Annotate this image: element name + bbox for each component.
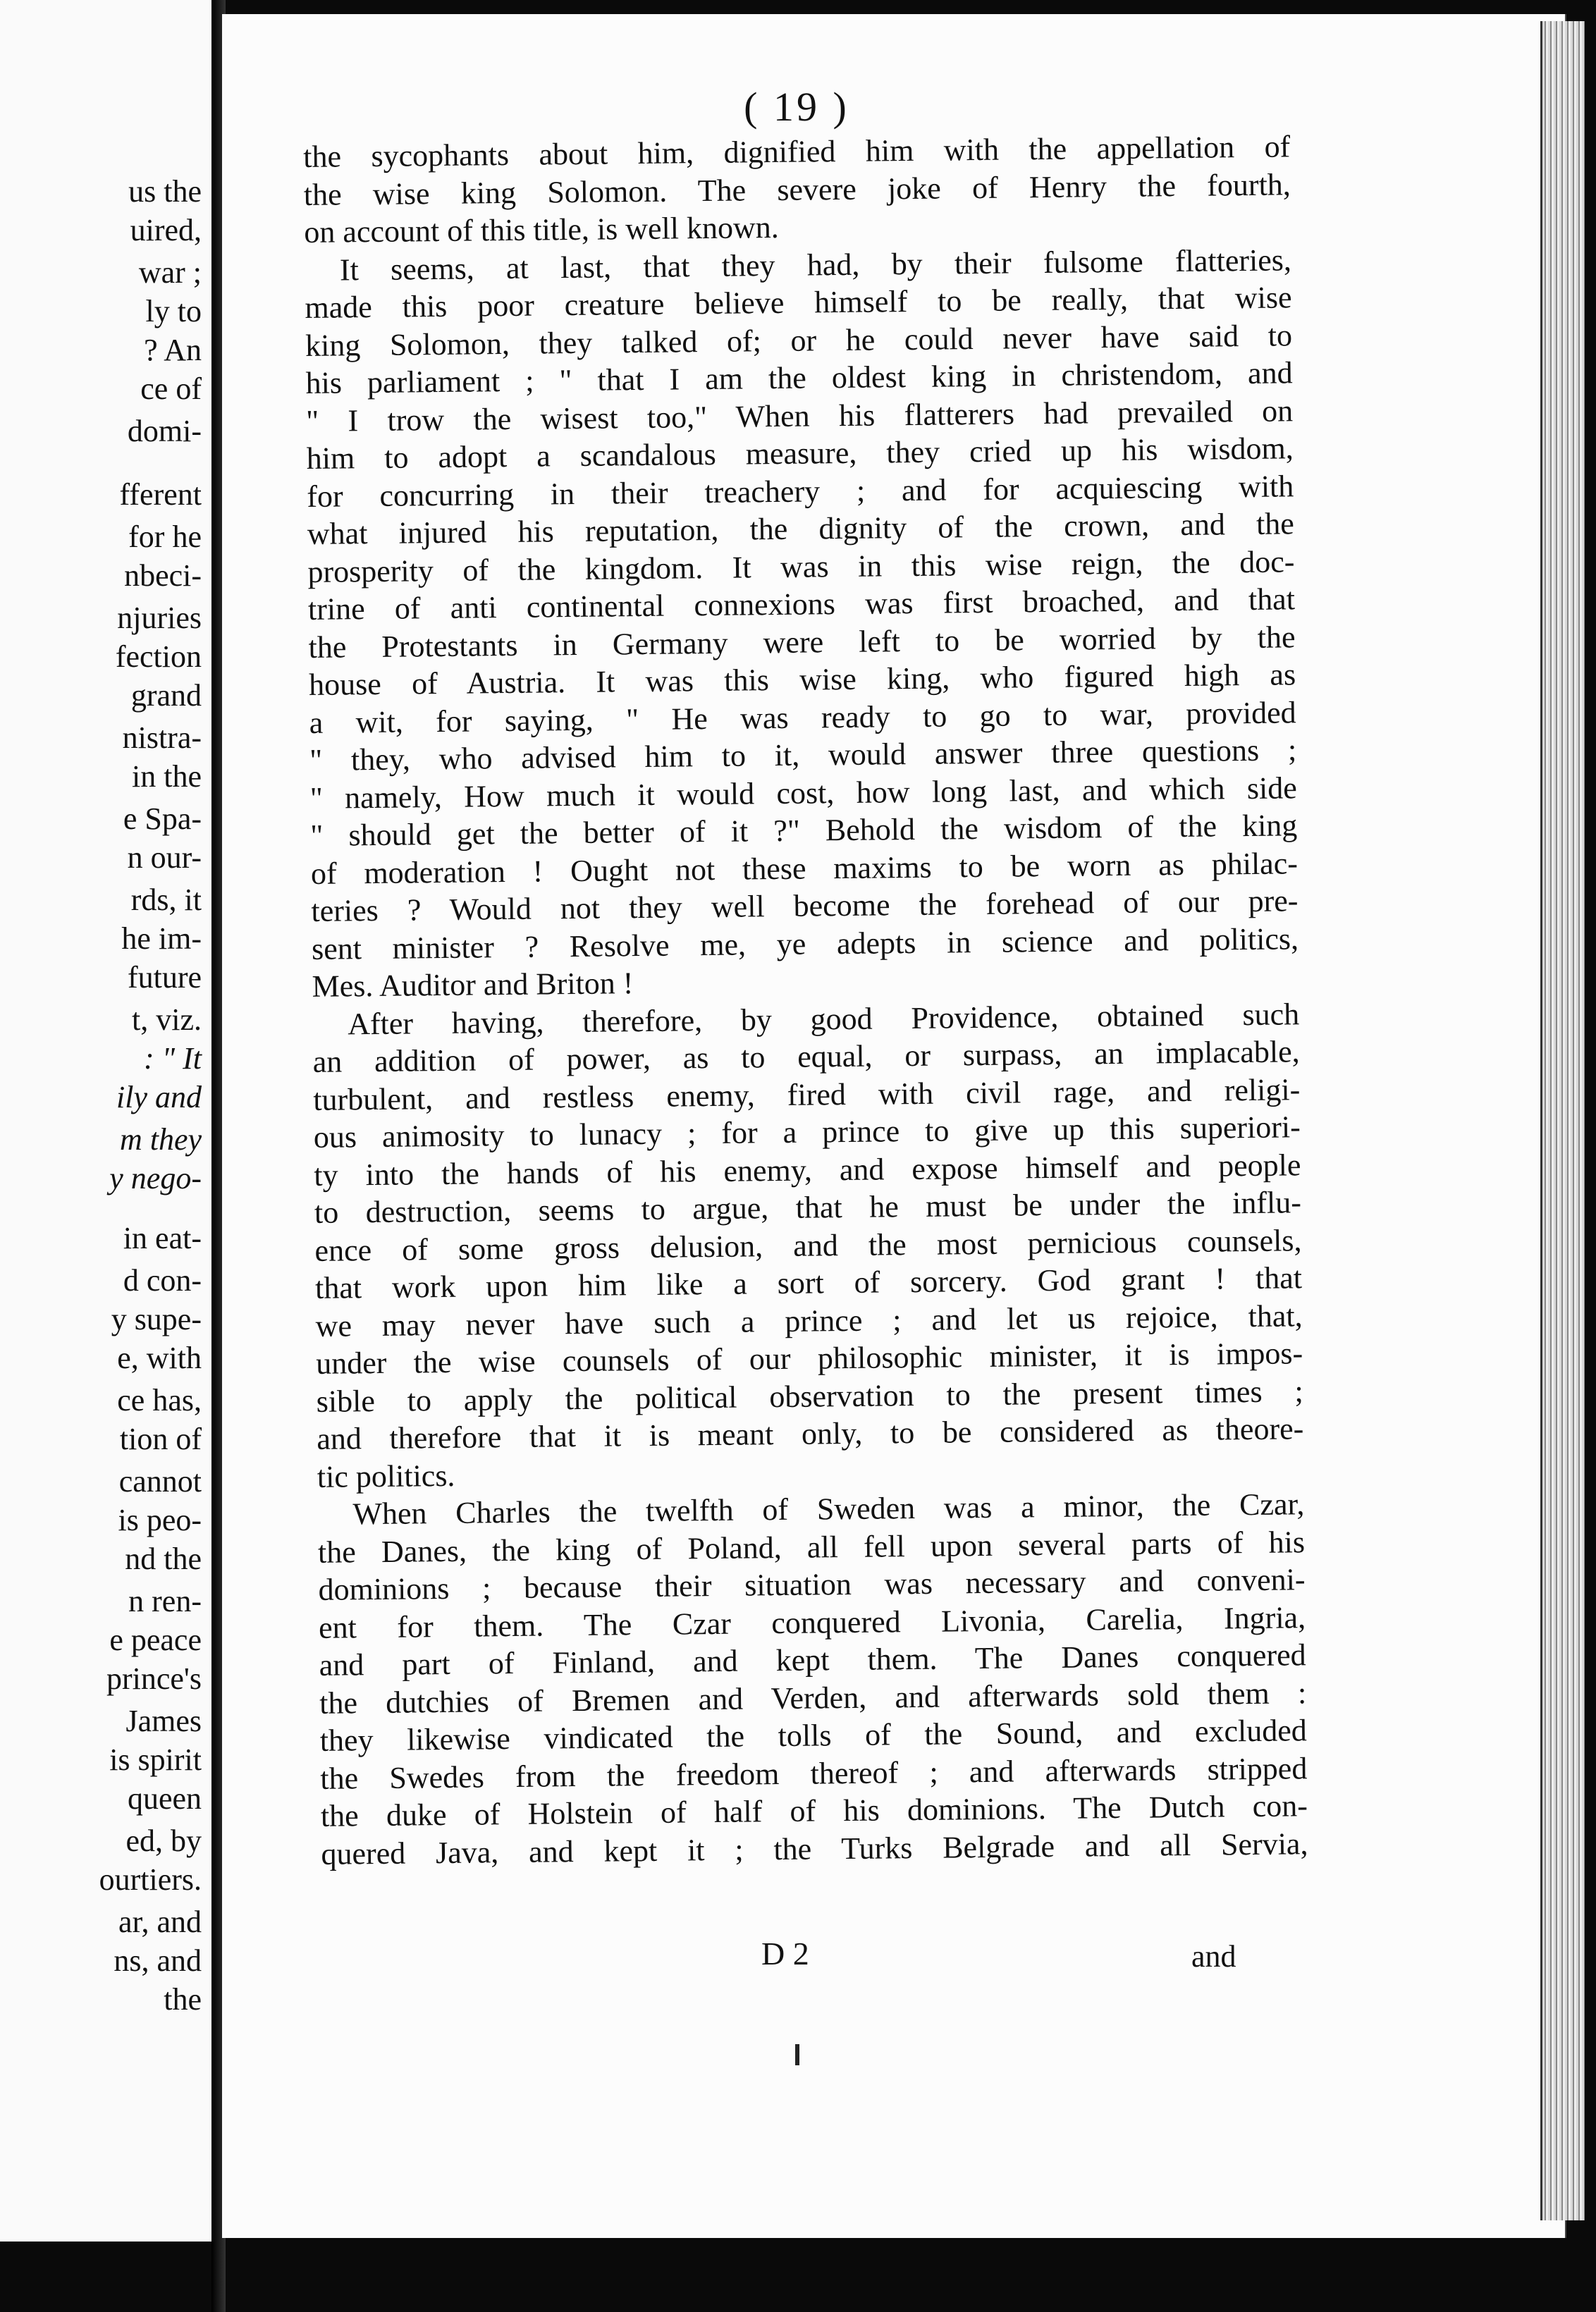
text-line: a wit, for saying, " He was ready to go to war, provided (309, 694, 1296, 740)
text-line: him to adopt a scandalous measure, they cried up his wisdom, (306, 431, 1294, 476)
left-page-line: is spirit (109, 1742, 202, 1777)
text-line: prosperity of the kingdom. It was in this wise reign, the doc- (307, 543, 1295, 589)
left-page-line: James (125, 1704, 202, 1738)
text-line: ty into the hands of his enemy, and expose himself and people (314, 1147, 1301, 1193)
left-page-line: prince's (106, 1661, 202, 1696)
text-line: they likewise vindicated the tolls of the Sound, and excluded (319, 1713, 1307, 1758)
text-line: " namely, How much it would cost, how long last, and which side (309, 770, 1297, 816)
text-line: we may never have such a prince ; and let us rejoice, that, (315, 1298, 1303, 1343)
text-line: made this poor creature believe himself to be really, that wise (305, 280, 1292, 325)
left-page-line: e Spa- (123, 801, 202, 836)
left-page-line: war ; (138, 255, 202, 290)
page-edges (1540, 21, 1585, 2220)
text-line: an addition of power, as to equal, or surpass, an implacable, (312, 1034, 1300, 1079)
catchword: and (1191, 1939, 1236, 1974)
text-line: of moderation ! Ought not these maxims to be worn as philac- (310, 845, 1299, 891)
text-line: house of Austria. It was this wise king, who figured high as (308, 657, 1296, 702)
text-line: the wise king Solomon. The severe joke of Henry the fourth, (303, 166, 1291, 212)
text-line: ence of some gross delusion, and the most pernicious counsels, (314, 1222, 1302, 1268)
left-page-line: future (127, 960, 202, 995)
text-line: sent minister ? Resolve me, ye adepts in science and politics, (311, 921, 1299, 966)
left-page-line: : " It (143, 1041, 202, 1076)
left-page-line: fection (115, 639, 202, 674)
left-page-line: fferent (119, 477, 202, 512)
text-line: king Solomon, they talked of; or he could never have said to (305, 317, 1293, 363)
text-line: that work upon him like a sort of sorcery. God grant ! that (314, 1260, 1303, 1305)
text-line: " I trow the wisest too," When his flatterers had prevailed on (305, 393, 1294, 438)
left-page-line: n our- (127, 840, 202, 875)
text-line: his parliament ; " that I am the oldest king in christendom, and (305, 355, 1293, 400)
left-page-line: the (164, 1982, 202, 2017)
left-page-line: ce has, (117, 1383, 202, 1418)
text-line: Mes. Auditor and Briton ! (312, 966, 634, 1004)
text-line: teries ? Would not they well become the forehead of our pre- (311, 883, 1299, 928)
text-line: turbulent, and restless enemy, fired with civil rage, and religi- (313, 1071, 1301, 1117)
left-page-line: us the (128, 174, 202, 209)
left-page-line: queen (127, 1781, 202, 1816)
body-text (303, 128, 1308, 1873)
left-page-line: ar, and (118, 1905, 202, 1939)
text-line: " they, who advised him to it, would answer three questions ; (309, 732, 1297, 777)
left-facing-page (0, 0, 214, 2242)
left-page-line: domi- (127, 414, 202, 448)
left-page-line: m they (119, 1122, 202, 1157)
left-page-line: he im- (121, 921, 202, 956)
left-page-line: d con- (123, 1263, 202, 1298)
left-page-line: ily and (116, 1080, 202, 1114)
text-line: quered Java, and kept it ; the Turks Belgrade and all Servia, (321, 1826, 1308, 1871)
left-page-line: ed, by (125, 1824, 202, 1858)
text-line: the Danes, the king of Poland, all fell upon several parts of his (317, 1524, 1306, 1570)
text-line: and therefore that it is meant only, to be considered as theore- (317, 1411, 1304, 1456)
left-page-line: nistra- (122, 720, 202, 755)
left-page-line: ce of (140, 371, 202, 406)
text-line: ous animosity to lunacy ; for a prince to give up this superiori- (313, 1109, 1301, 1155)
text-line: sible to apply the political observation to the present times ; (316, 1373, 1303, 1419)
text-line: the sycophants about him, dignified him with the appellation of (303, 129, 1291, 174)
text-line: the Swedes from the freedom thereof ; and afterwards stripped (320, 1750, 1308, 1796)
text-line: for concurring in their treachery ; and for acquiescing with (307, 468, 1294, 514)
left-page-line: t, viz. (132, 1002, 202, 1037)
text-line: ent for them. The Czar conquered Livonia, Carelia, Ingria, (318, 1599, 1306, 1645)
text-line: the Protestants in Germany were left to be worried by the (308, 619, 1296, 665)
text-line: and part of Finland, and kept them. The Danes conquered (319, 1637, 1306, 1683)
left-page-line: in eat- (123, 1221, 202, 1255)
page-number: ( 19 ) (744, 84, 849, 130)
text-line: dominions ; because their situation was necessary and conveni- (318, 1562, 1306, 1607)
left-page-line: is peo- (118, 1503, 202, 1537)
text-line: on account of this title, is well known. (304, 209, 779, 250)
left-page-line: cannot (118, 1464, 202, 1499)
text-line: the dutchies of Bremen and Verden, and afterwards sold them : (319, 1675, 1307, 1721)
ink-speck (795, 2044, 799, 2065)
left-page-line: ? An (144, 333, 202, 367)
left-page-line: y nego- (109, 1161, 202, 1195)
left-page-line: ns, and (113, 1943, 202, 1978)
text-line: trine of anti continental connexions was first broached, and that (307, 582, 1296, 627)
left-page-line: rds, it (130, 883, 202, 917)
text-line: After having, therefore, by good Providence, obtained such (347, 996, 1300, 1041)
text-line: When Charles the twelfth of Sweden was a minor, the Czar, (352, 1487, 1305, 1532)
text-line: to destruction, seems to argue, that he must be under the influ- (314, 1185, 1302, 1230)
text-line: under the wise counsels of our philosophic minister, it is impos- (315, 1336, 1303, 1381)
left-page-line: e peace (109, 1623, 202, 1657)
left-page-line: n ren- (128, 1584, 202, 1618)
left-page-line: ourtiers. (99, 1862, 202, 1897)
left-page-line: grand (130, 678, 202, 713)
text-line: what injured his reputation, the dignity of the crown, and the (307, 506, 1295, 551)
text-line: " should get the better of it ?" Behold the wisdom of the king (310, 808, 1298, 853)
left-page-line: in the (132, 759, 202, 794)
left-page-line: for he (128, 519, 202, 554)
left-page-line: e, with (117, 1341, 202, 1375)
left-page-line: ly to (145, 294, 202, 328)
text-line: tic politics. (317, 1458, 455, 1494)
signature-mark: D 2 (761, 1936, 809, 1972)
text-line: It seems, at last, that they had, by their fulsome flatteries, (339, 242, 1292, 287)
left-page-line: njuries (117, 601, 202, 635)
left-page-line: y supe- (111, 1302, 202, 1336)
left-page-line: uired, (130, 213, 202, 247)
text-line: the duke of Holstein of half of his dominions. The Dutch con- (320, 1788, 1308, 1833)
left-page-line: tion of (119, 1422, 202, 1456)
left-page-line: nbeci- (124, 558, 202, 593)
left-page-line: nd the (125, 1542, 202, 1576)
